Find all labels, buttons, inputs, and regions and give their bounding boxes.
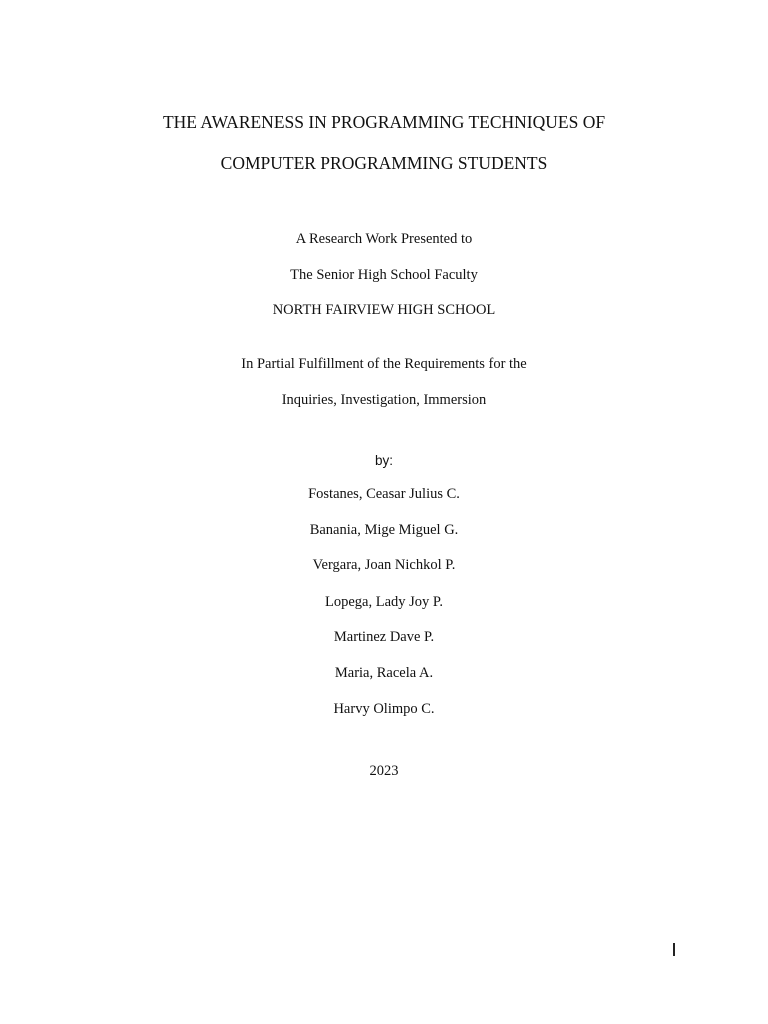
author-name: Fostanes, Ceasar Julius C. bbox=[308, 486, 460, 502]
author-name: Harvy Olimpo C. bbox=[333, 701, 435, 717]
publication-year: 2023 bbox=[369, 763, 399, 779]
fulfillment-line-1: In Partial Fulfillment of the Requirements for the bbox=[241, 356, 527, 372]
author-name: Maria, Racela A. bbox=[334, 665, 434, 681]
author-name: Vergara, Joan Nichkol P. bbox=[312, 557, 456, 573]
author-name: Lopega, Lady Joy P. bbox=[325, 594, 443, 610]
title-line-1: THE AWARENESS IN PROGRAMMING TECHNIQUES OF bbox=[162, 112, 606, 132]
title-line-2: COMPUTER PROGRAMMING STUDENTS bbox=[220, 153, 548, 173]
author-name: Martinez Dave P. bbox=[333, 629, 435, 645]
presented-line-2: The Senior High School Faculty bbox=[290, 267, 478, 283]
fulfillment-line-2: Inquiries, Investigation, Immersion bbox=[281, 392, 487, 408]
author-name: Banania, Mige Miguel G. bbox=[309, 522, 459, 538]
school-name: NORTH FAIRVIEW HIGH SCHOOL bbox=[272, 302, 496, 318]
page-number bbox=[673, 943, 675, 956]
by-label: by: bbox=[374, 453, 393, 468]
presented-line-1: A Research Work Presented to bbox=[295, 231, 473, 247]
